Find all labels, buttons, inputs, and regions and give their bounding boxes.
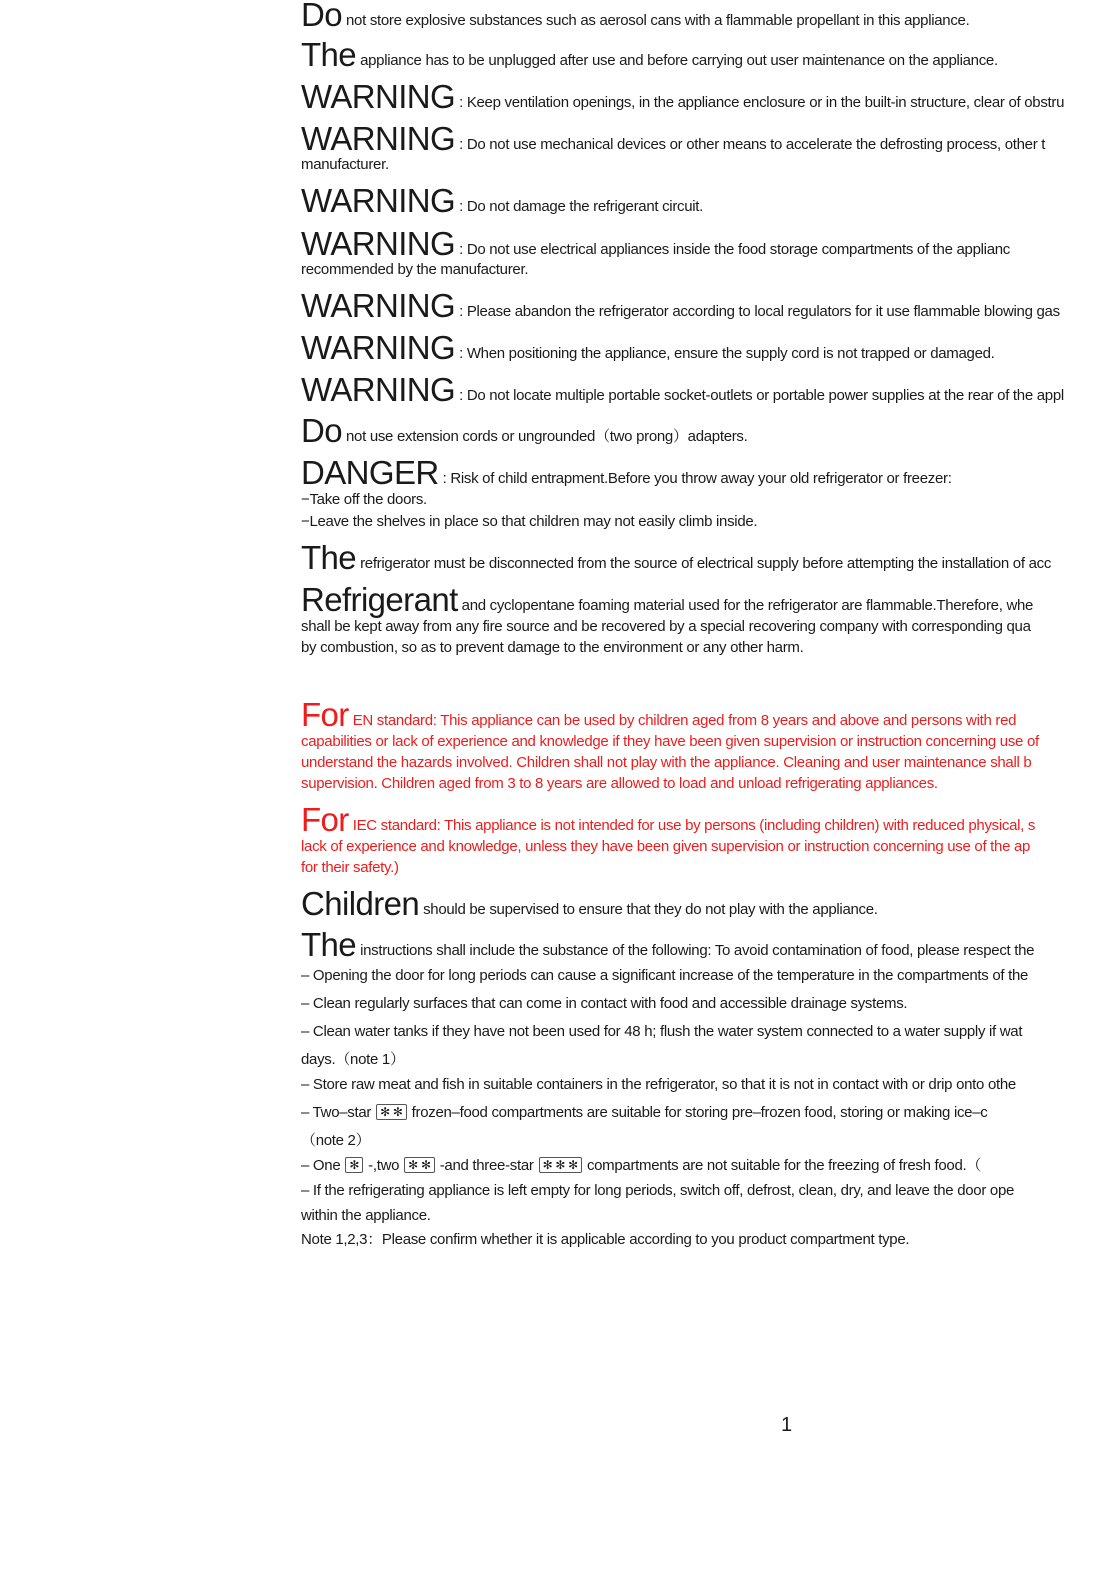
warning-electrical-cont: recommended by the manufacturer. [301, 261, 529, 278]
danger-text: : Risk of child entrapment.Before you throw away your old refrigerator or freezer: [442, 470, 952, 487]
para-text: not store explosive substances such as aerosol cans with a flammable propellant in this appliance. [346, 12, 970, 29]
warning-ventilation [301, 78, 1065, 115]
para-disconnect [301, 539, 1052, 576]
bullet-two-star-cont: （note 2） [301, 1132, 371, 1149]
bullet-clean-surfaces: – Clean regularly surfaces that can come in contact with food and accessible drainage systems. [301, 995, 908, 1012]
warning-text: : Keep ventilation openings, in the appliance enclosure or in the built-in structure, clear of obstru [459, 94, 1065, 111]
para-text: EN standard: This appliance can be used by children aged from 8 years and above and persons with red [352, 712, 1017, 729]
para-extension-cords [301, 412, 748, 449]
danger-label: DANGER [301, 454, 439, 491]
warning-label: WARNING [301, 287, 456, 324]
two-star-icon: ✻ ✻ [404, 1157, 435, 1173]
lead-word: The [301, 36, 357, 73]
warning-label: WARNING [301, 120, 456, 157]
para-text: should be supervised to ensure that they do not play with the appliance. [423, 901, 878, 918]
warning-defrost-cont: manufacturer. [301, 156, 389, 173]
lead-word: The [301, 926, 357, 963]
two-star-icon: ✻ ✻ [376, 1104, 407, 1120]
warning-label: WARNING [301, 371, 456, 408]
para-text: IEC standard: This appliance is not intended for use by persons (including children) with reduced physical, s [352, 817, 1036, 834]
para-text: appliance has to be unplugged after use and before carrying out user maintenance on the appliance. [360, 52, 998, 69]
warning-text: : When positioning the appliance, ensure the supply cord is not trapped or damaged. [459, 345, 995, 362]
warning-defrost [301, 120, 1046, 157]
bullet-text: -,two [368, 1157, 400, 1174]
bullet-text: compartments are not suitable for the freezing of fresh food.（ [586, 1157, 982, 1174]
warning-label: WARNING [301, 78, 456, 115]
compartment-note: Note 1,2,3：Please confirm whether it is applicable according to you product compartment type. [301, 1231, 910, 1248]
para-instructions [301, 926, 1035, 963]
warning-text: : Please abandon the refrigerator according to local regulators for it use flammable blowing gas [459, 303, 1060, 320]
bullet-water-tanks-cont: days.（note 1） [301, 1051, 405, 1068]
para-text: instructions shall include the substance of the following: To avoid contamination of food, please respect the [360, 942, 1035, 959]
para-aerosol [301, 0, 970, 33]
lead-word: The [301, 539, 357, 576]
iec-standard-cont2: for their safety.) [301, 859, 399, 876]
bullet-left-empty-cont: within the appliance. [301, 1207, 431, 1224]
warning-text: : Do not locate multiple portable socket-outlets or portable power supplies at the rear of the appl [459, 387, 1064, 404]
danger-item-shelves: −Leave the shelves in place so that children may not easily climb inside. [301, 513, 758, 530]
en-standard-cont2: understand the hazards involved. Children shall not play with the appliance. Cleaning and user maintenance shall b [301, 754, 1032, 771]
lead-word: Refrigerant [301, 581, 458, 618]
warning-electrical [301, 225, 1010, 262]
para-children [301, 885, 878, 922]
danger-item-doors: −Take off the doors. [301, 491, 427, 508]
lead-word: Do [301, 0, 342, 33]
lead-word: Children [301, 885, 420, 922]
para-refrigerant-cont1: shall be kept away from any fire source and be recovered by a special recovering company with corresponding qua [301, 618, 1031, 635]
warning-text: : Do not use electrical appliances inside the food storage compartments of the applianc [459, 241, 1010, 258]
warning-label: WARNING [301, 225, 456, 262]
danger-entrapment [301, 454, 952, 491]
three-star-icon: ✻ ✻ ✻ [539, 1157, 582, 1173]
iec-standard-cont1: lack of experience and knowledge, unless they have been given supervision or instruction concerning use of the ap [301, 838, 1031, 855]
bullet-two-star [301, 1104, 987, 1122]
para-refrigerant-cont2: by combustion, so as to prevent damage to the environment or any other harm. [301, 639, 804, 656]
bullet-text: – One [301, 1157, 341, 1174]
warning-label: WARNING [301, 182, 456, 219]
warning-text: : Do not damage the refrigerant circuit. [459, 198, 704, 215]
bullet-water-tanks: – Clean water tanks if they have not been used for 48 h; flush the water system connected to a water supply if wat [301, 1023, 1023, 1040]
bullet-text: – Two–star [301, 1104, 372, 1121]
para-text: not use extension cords or ungrounded（two prong）adapters. [346, 428, 748, 445]
warning-label: WARNING [301, 329, 456, 366]
en-standard [301, 696, 1017, 733]
one-star-icon: ✻ [345, 1157, 363, 1173]
para-unplug [301, 36, 998, 73]
en-standard-cont1: capabilities or lack of experience and knowledge if they have been given supervision or instruction concerning use of [301, 733, 1039, 750]
bullet-text: -and three-star [439, 1157, 534, 1174]
page-number: 1 [781, 1414, 793, 1436]
warning-refrigerant-circuit [301, 182, 704, 219]
bullet-raw-meat: – Store raw meat and fish in suitable containers in the refrigerator, so that it is not in contact with or drip onto othe [301, 1076, 1016, 1093]
iec-standard [301, 801, 1036, 838]
bullet-door-periods: – Opening the door for long periods can cause a significant increase of the temperature in the compartments of the [301, 967, 1029, 984]
warning-supply-cord [301, 329, 995, 366]
bullet-text: frozen–food compartments are suitable for storing pre–frozen food, storing or making ice–c [411, 1104, 988, 1121]
bullet-left-empty: – If the refrigerating appliance is left empty for long periods, switch off, defrost, clean, dry, and leave the door ope [301, 1182, 1015, 1199]
lead-word: For [301, 801, 349, 838]
para-text: refrigerator must be disconnected from the source of electrical supply before attempting the installation of acc [360, 555, 1052, 572]
en-standard-cont3: supervision. Children aged from 3 to 8 years are allowed to load and unload refrigerating appliances. [301, 775, 938, 792]
bullet-star-compartments [301, 1157, 981, 1175]
para-refrigerant [301, 581, 1034, 618]
lead-word: For [301, 696, 349, 733]
warning-socket-outlets [301, 371, 1064, 408]
warning-abandon [301, 287, 1060, 324]
warning-text: : Do not use mechanical devices or other means to accelerate the defrosting process, other t [459, 136, 1046, 153]
lead-word: Do [301, 412, 342, 449]
para-text: and cyclopentane foaming material used for the refrigerator are flammable.Therefore, whe [461, 597, 1034, 614]
